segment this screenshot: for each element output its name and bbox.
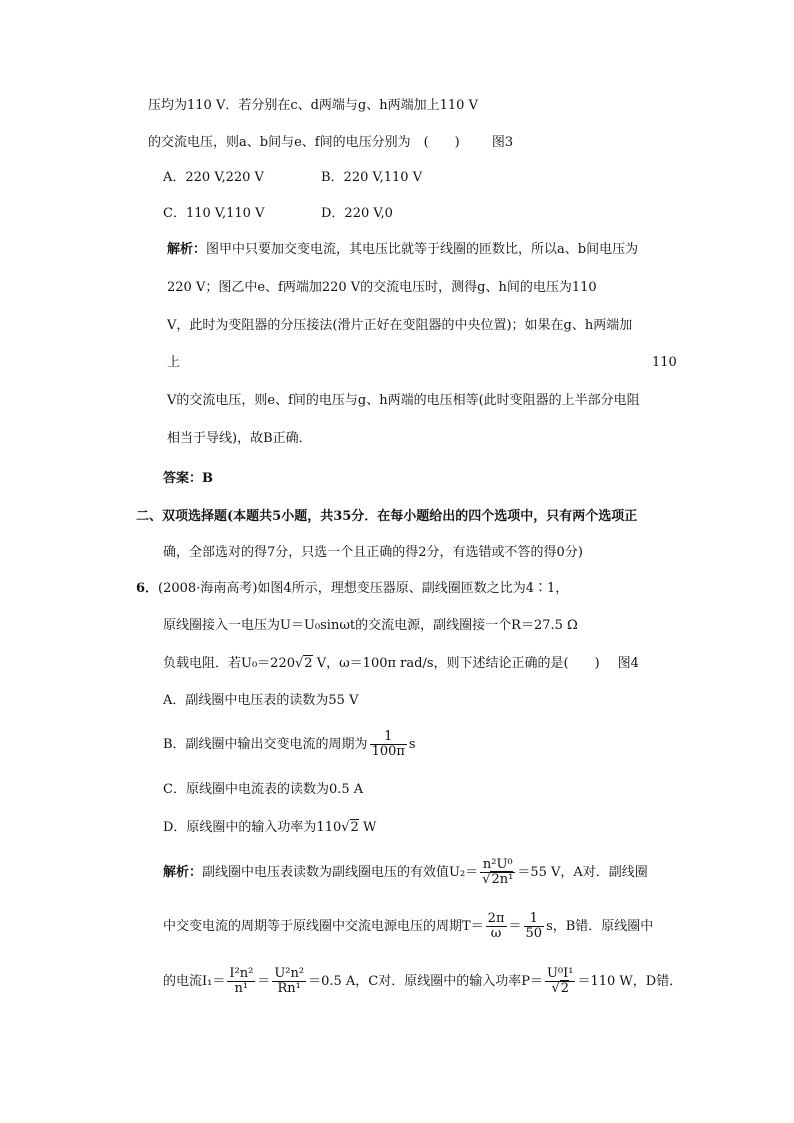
fraction-numerator: 2π — [487, 911, 505, 926]
q6-option-d — [163, 819, 376, 837]
q5-figure-label: 图3 — [491, 135, 514, 150]
q5-analysis-1 — [167, 241, 638, 259]
q5-option-d: D．220 V,0 — [321, 206, 393, 221]
section2-heading-2: 确，全部选对的得7分，只选一个且正确的得2分，有选错或不答的得0分) — [163, 545, 583, 560]
q5-analysis-4-left: 上 — [167, 355, 181, 370]
q6-analysis-3-fraction-3 — [545, 967, 576, 996]
q6-analysis-2 — [163, 912, 653, 941]
q5-analysis-3: V，此时为变阻器的分压接法(滑片正好在变阻器的中央位置)；如果在g、h两端加 — [167, 318, 633, 333]
fraction-denominator: Rn¹ — [277, 981, 301, 996]
q5-line2-text: 的交流电压，则a、b间与e、f间的电压分别为 ( ) — [148, 135, 460, 150]
q6-option-d-unit: W — [358, 820, 377, 835]
q6-stem3-sqrt: 2 — [304, 656, 313, 671]
q6-analysis-2-fraction-1 — [486, 912, 507, 941]
equals-sign: ＝ — [508, 919, 522, 934]
q5-analysis-2: 220 V；图乙中e、f两端加220 V的交流电压时，测得g、h间的电压为110 — [167, 280, 597, 295]
fraction-denominator: 100π — [371, 744, 405, 759]
q6-source: (2008·海南高考) — [158, 581, 258, 596]
q5-analysis-5: V的交流电压，则e、f间的电压与g、h两端的电压相等(此时变阻器的上半部分电阻 — [167, 393, 640, 408]
q5-answer: 答案：B — [163, 471, 213, 486]
q6-analysis-3-tail: ＝110 W，D错． — [577, 974, 683, 989]
q5-option-c: C．110 V,110 V — [163, 206, 265, 221]
fraction-denominator: 50 — [525, 926, 543, 941]
q6-figure-label: 图4 — [617, 656, 639, 671]
q6-analysis-label: 解析： — [163, 865, 203, 880]
fraction-numerator: 1 — [524, 912, 545, 927]
q6-option-c: C．原线圈中电流表的读数为0.5 A — [163, 782, 364, 797]
q5-option-a: A．220 V,220 V — [163, 170, 264, 185]
fraction-numerator: U⁰I¹ — [546, 966, 574, 981]
q6-analysis-2-tail: s，B错．原线圈中 — [546, 919, 654, 934]
q6-stem-2: 原线圈接入一电压为U＝U₀sinωt的交流电源，副线圈接一个R＝27.5 Ω — [163, 618, 578, 633]
q6-analysis-3-text: 的电流I₁＝ — [163, 974, 226, 989]
q6-analysis-1-tail: ＝55 V，A对．副线圈 — [517, 865, 648, 880]
fraction-numerator: I²n² — [229, 966, 254, 981]
fraction-denominator-radicand: 2n¹ — [491, 872, 514, 887]
q6-analysis-1-text: 副线圈中电压表读数为副线圈电压的有效值U₂＝ — [202, 865, 479, 880]
q6-number: 6． — [136, 581, 159, 596]
fraction-denominator: ω — [490, 926, 502, 941]
section2-heading-1: 二、双项选择题(本题共5小题，共35分．在每小题给出的四个选项中，只有两个选项正 — [136, 509, 638, 524]
q6-option-d-sqrt: 2 — [350, 820, 359, 835]
q6-option-b — [163, 730, 416, 759]
q6-analysis-2-text: 中交变电流的周期等于原线圈中交流电源电压的周期T＝ — [163, 919, 484, 934]
q6-analysis-3-mid: ＝0.5 A，C对．原线圈中的输入功率P＝ — [308, 974, 543, 989]
fraction-denominator: n¹ — [234, 981, 249, 996]
q6-analysis-1-fraction — [480, 858, 515, 887]
q6-option-a: A．副线圈中电压表的读数为55 V — [163, 693, 359, 708]
q6-option-d-text: D．原线圈中的输入功率为110 — [163, 820, 342, 835]
q5-analysis-4-right: 110 — [652, 355, 677, 370]
q5-analysis-6: 相当于导线)，故B正确． — [167, 431, 312, 446]
q6-analysis-3 — [163, 967, 682, 996]
q6-stem-text-1: 如图4所示，理想变压器原、副线圈匝数之比为4∶1， — [257, 581, 569, 596]
q6-option-b-fraction — [370, 730, 407, 759]
q6-analysis-3-fraction-1 — [227, 967, 255, 996]
fraction-numerator: U²n² — [274, 966, 305, 981]
q6-stem-3 — [163, 655, 639, 673]
q6-stem3-b: V，ω＝100π rad/s，则下述结论正确的是( ) — [312, 656, 600, 671]
sqrt-symbol: √ — [341, 820, 350, 835]
q5-line1: 压均为110 V．若分别在c、d两端与g、h两端加上110 V — [148, 98, 478, 113]
q6-stem-1 — [136, 580, 568, 598]
q5-line2 — [148, 134, 513, 152]
q6-analysis-3-fraction-2 — [272, 967, 306, 996]
q5-option-b: B．220 V,110 V — [321, 170, 423, 185]
fraction-denominator-radicand: 2 — [560, 981, 570, 996]
fraction-numerator: 1 — [370, 730, 407, 745]
q5-analysis-label: 解析： — [167, 242, 207, 257]
fraction-numerator: n²U⁰ — [480, 858, 515, 873]
q5-analysis-text-1: 图甲中只要加交变电流，其电压比就等于线圈的匝数比，所以a、b间电压为 — [206, 242, 639, 257]
q6-analysis-2-fraction-2 — [524, 912, 545, 941]
sqrt-symbol: √ — [294, 656, 304, 671]
q6-option-b-unit: s — [408, 737, 416, 752]
q6-analysis-1 — [163, 858, 648, 887]
fraction-denominator: √2n¹ — [482, 872, 514, 887]
fraction-denominator: √2 — [551, 981, 570, 996]
equals-sign: ＝ — [257, 974, 271, 989]
q6-option-b-text: B．副线圈中输出交变电流的周期为 — [163, 737, 368, 752]
q6-stem3-a: 负载电阻．若U₀＝220 — [163, 656, 295, 671]
